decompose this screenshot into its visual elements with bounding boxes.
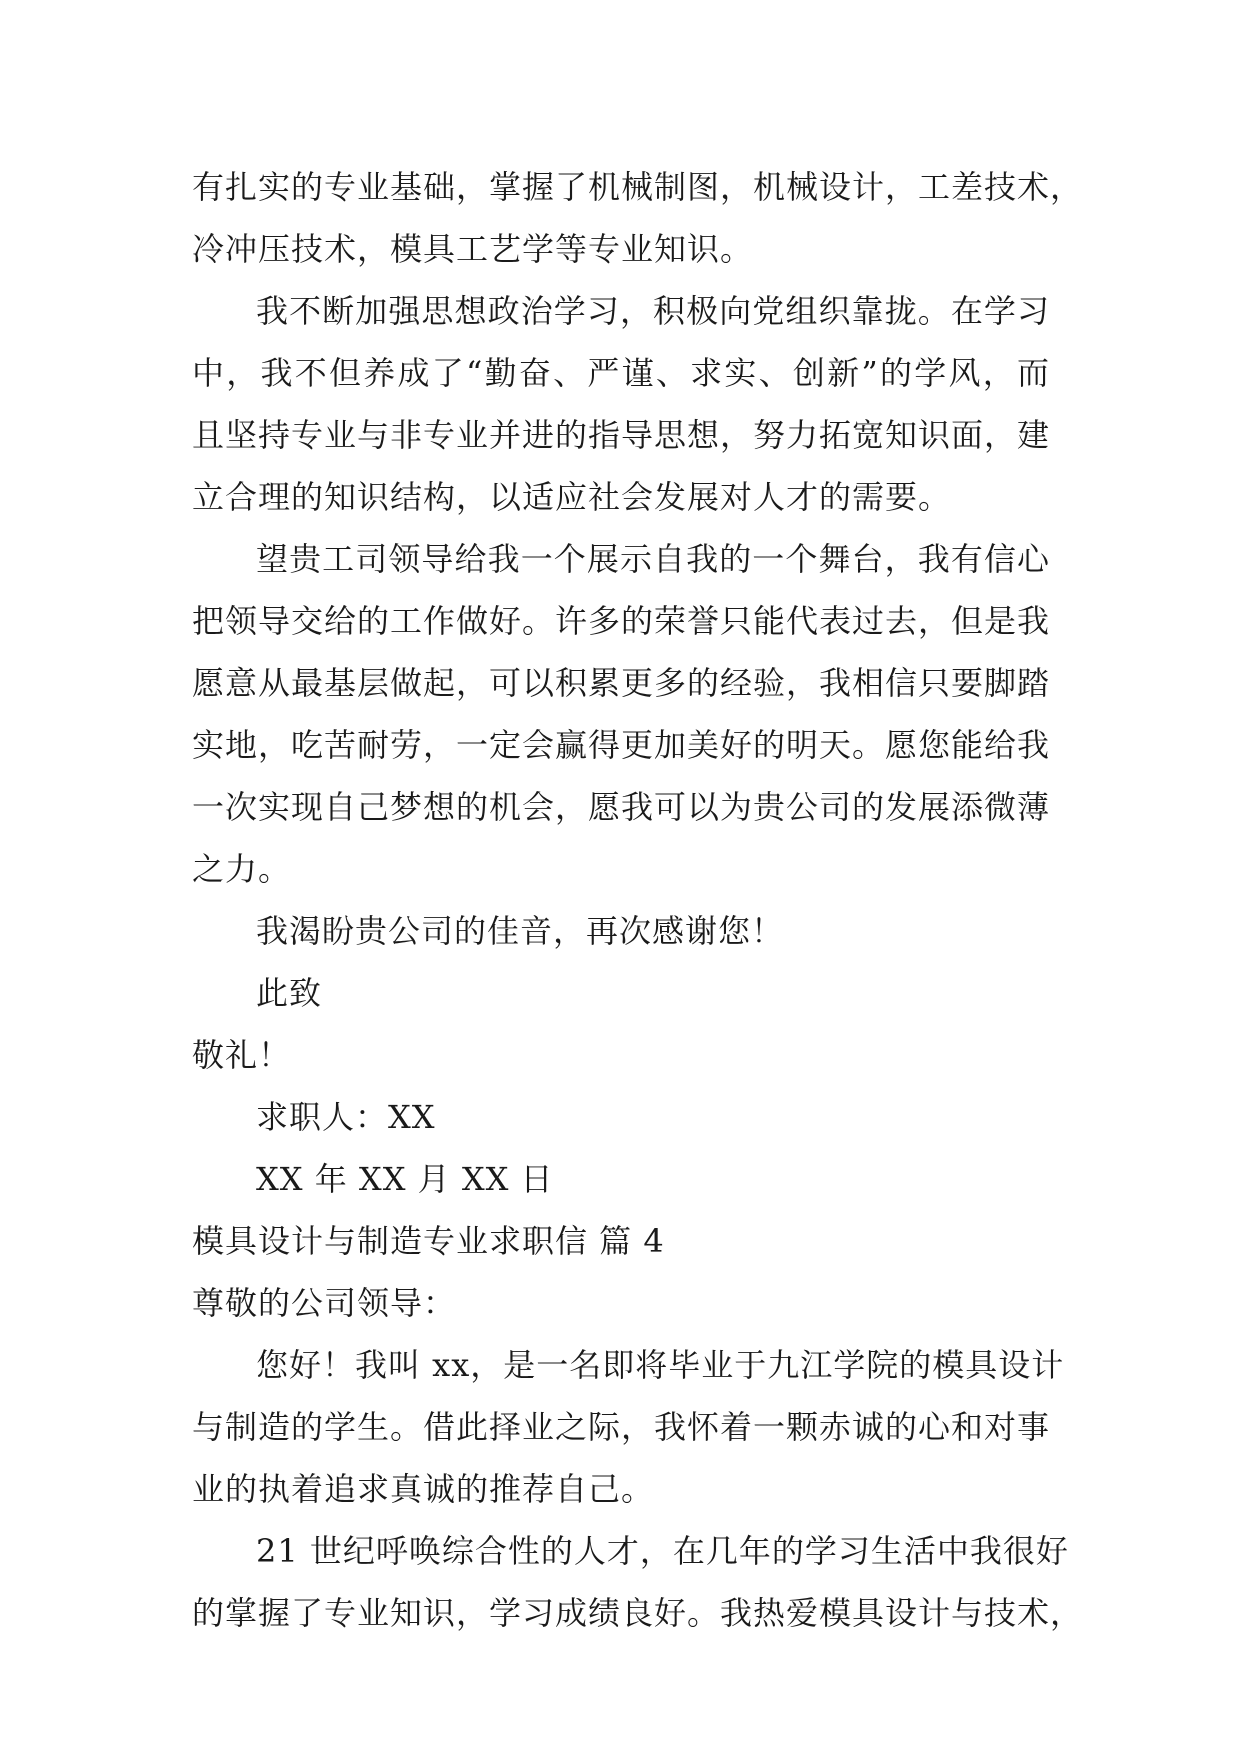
text-line: XX 年 XX 月 XX 日 — [256, 1160, 554, 1198]
text-line: 我渴盼贵公司的佳音，再次感谢您！ — [256, 912, 785, 950]
text-line: 21 世纪呼唤综合性的人才，在几年的学习生活中我很好 — [256, 1532, 1069, 1570]
text-line: 有扎实的专业基础，掌握了机械制图，机械设计，工差技术， — [192, 168, 1084, 206]
text-line: 望贵工司领导给我一个展示自我的一个舞台，我有信心 — [256, 540, 1050, 578]
text-line: 愿意从最基层做起，可以积累更多的经验，我相信只要脚踏 — [192, 664, 1051, 702]
text-line: 立合理的知识结构，以适应社会发展对人才的需要。 — [192, 478, 952, 516]
text-line: 此致 — [256, 974, 323, 1012]
text-line: 我不断加强思想政治学习，积极向党组织靠拢。在学习 — [256, 292, 1050, 330]
text-line: 中，我不但养成了“勤奋、严谨、求实、创新”的学风，而 — [192, 354, 1050, 392]
text-line: 冷冲压技术，模具工艺学等专业知识。 — [192, 230, 754, 268]
text-line: 且坚持专业与非专业并进的指导思想，努力拓宽知识面，建 — [192, 416, 1051, 454]
text-line: 之力。 — [192, 850, 292, 888]
text-line: 与制造的学生。借此择业之际，我怀着一颗赤诚的心和对事 — [192, 1408, 1051, 1446]
text-line: 把领导交给的工作做好。许多的荣誉只能代表过去，但是我 — [192, 602, 1051, 640]
text-line: 敬礼！ — [192, 1036, 292, 1074]
text-line: 的掌握了专业知识，学习成绩良好。我热爱模具设计与技术， — [192, 1594, 1084, 1632]
section-heading: 模具设计与制造专业求职信 篇 4 — [192, 1222, 665, 1260]
text-line: 业的执着追求真诚的推荐自己。 — [192, 1470, 655, 1508]
text-line: 您好！我叫 xx，是一名即将毕业于九江学院的模具设计 — [256, 1346, 1065, 1384]
text-line: 求职人：XX — [256, 1098, 436, 1136]
text-line: 尊敬的公司领导： — [192, 1284, 457, 1322]
text-line: 实地，吃苦耐劳，一定会赢得更加美好的明天。愿您能给我 — [192, 726, 1051, 764]
text-line: 一次实现自己梦想的机会，愿我可以为贵公司的发展添微薄 — [192, 788, 1051, 826]
